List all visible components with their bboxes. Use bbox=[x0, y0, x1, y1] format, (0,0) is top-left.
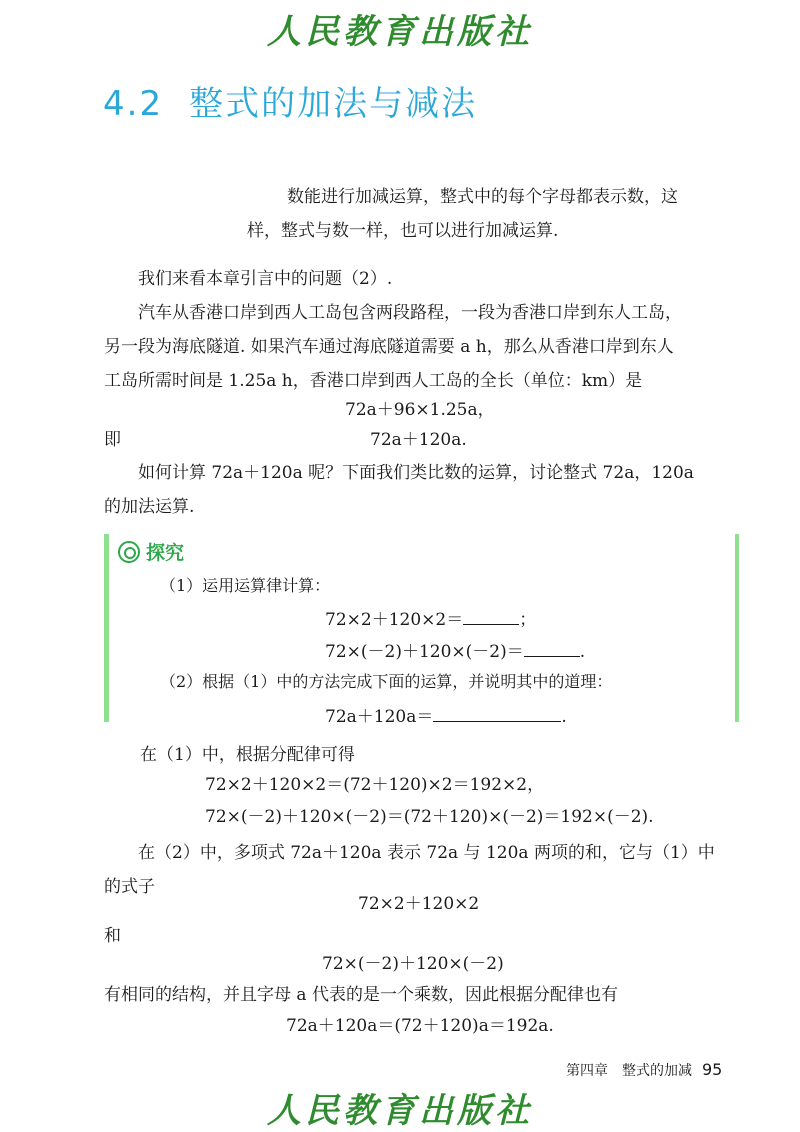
para-2-line-1: 汽车从香港口岸到西人工岛包含两段路程，一段为香港口岸到东人工岛， bbox=[138, 303, 682, 323]
word-he: 和 bbox=[104, 926, 121, 946]
calc-3-expr: 72a＋120a＝ bbox=[325, 707, 434, 727]
explore-title: 探究 bbox=[146, 542, 185, 564]
intro-note bbox=[247, 180, 737, 248]
word-ji: 即 bbox=[104, 430, 121, 450]
answer-blank-3[interactable] bbox=[433, 703, 561, 722]
page-number: 95 bbox=[702, 1060, 723, 1079]
equation-3: 72×2＋120×2＝(72＋120)×2＝192×2， bbox=[205, 775, 545, 795]
paragraph-analogy bbox=[104, 456, 734, 524]
para-2-line-2: 另一段为海底隧道. 如果汽车通过海底隧道需要 a h，那么从香港口岸到东人 bbox=[104, 337, 674, 357]
calc-2-expr: 72×(－2)＋120×(－2)＝ bbox=[325, 642, 524, 662]
equation-7: 72a＋120a＝(72＋120)a＝192a. bbox=[286, 1016, 554, 1036]
intro-line-1: 数能进行加减运算，整式中的每个字母都表示数，这 bbox=[287, 187, 678, 207]
explore-calc-1 bbox=[325, 606, 536, 632]
calc-1-end: ； bbox=[519, 610, 537, 630]
explore-icon bbox=[118, 541, 140, 563]
explore-calc-3 bbox=[325, 703, 567, 729]
para-3-line-1: 如何计算 72a＋120a 呢？下面我们类比数的运算，讨论整式 72a，120a bbox=[138, 463, 694, 483]
explore-calc-2 bbox=[325, 638, 585, 664]
para-2-line-3: 工岛所需时间是 1.25a h，香港口岸到西人工岛的全长（单位：km）是 bbox=[104, 371, 643, 391]
para-1: 我们来看本章引言中的问题（2）. bbox=[138, 269, 393, 289]
footer-chapter: 第四章 整式的加减 bbox=[566, 1063, 692, 1079]
publisher-logo-top: 人民教育出版社 bbox=[267, 12, 533, 52]
equation-2: 72a＋120a. bbox=[370, 430, 467, 450]
para-5-line-2: 的式子 bbox=[104, 877, 155, 897]
para-3-line-2: 的加法运算. bbox=[104, 497, 195, 517]
paragraph-question bbox=[104, 262, 734, 398]
section-title: 整式的加法与减法 bbox=[189, 84, 478, 124]
calc-3-end: . bbox=[561, 707, 567, 727]
section-heading bbox=[103, 76, 477, 125]
calc-2-end: . bbox=[579, 642, 586, 662]
equation-6: 72×(－2)＋120×(－2) bbox=[322, 954, 504, 974]
calc-1-expr: 72×2＋120×2＝ bbox=[325, 610, 464, 630]
answer-blank-1[interactable] bbox=[463, 606, 519, 625]
intro-line-2: 样，整式与数一样，也可以进行加减运算. bbox=[247, 221, 559, 241]
equation-5: 72×2＋120×2 bbox=[358, 894, 480, 914]
section-number: 4.2 bbox=[103, 84, 164, 124]
explore-heading bbox=[118, 538, 184, 565]
para-6: 有相同的结构，并且字母 a 代表的是一个乘数，因此根据分配律也有 bbox=[104, 985, 618, 1005]
equation-4: 72×(－2)＋120×(－2)＝(72＋120)×(－2)＝192×(－2). bbox=[205, 807, 654, 827]
para-4: 在（1）中，根据分配律可得 bbox=[140, 745, 355, 765]
equation-1: 72a＋96×1.25a， bbox=[345, 400, 495, 420]
explore-item-2: （2）根据（1）中的方法完成下面的运算，并说明其中的道理： bbox=[160, 672, 613, 691]
para-5-line-1: 在（2）中，多项式 72a＋120a 表示 72a 与 120a 两项的和，它与（1）中 bbox=[138, 843, 715, 863]
page-footer bbox=[566, 1060, 722, 1080]
publisher-logo-bottom: 人民教育出版社 bbox=[267, 1091, 533, 1131]
answer-blank-2[interactable] bbox=[524, 638, 580, 657]
explore-item-1: （1）运用运算律计算： bbox=[160, 576, 331, 595]
